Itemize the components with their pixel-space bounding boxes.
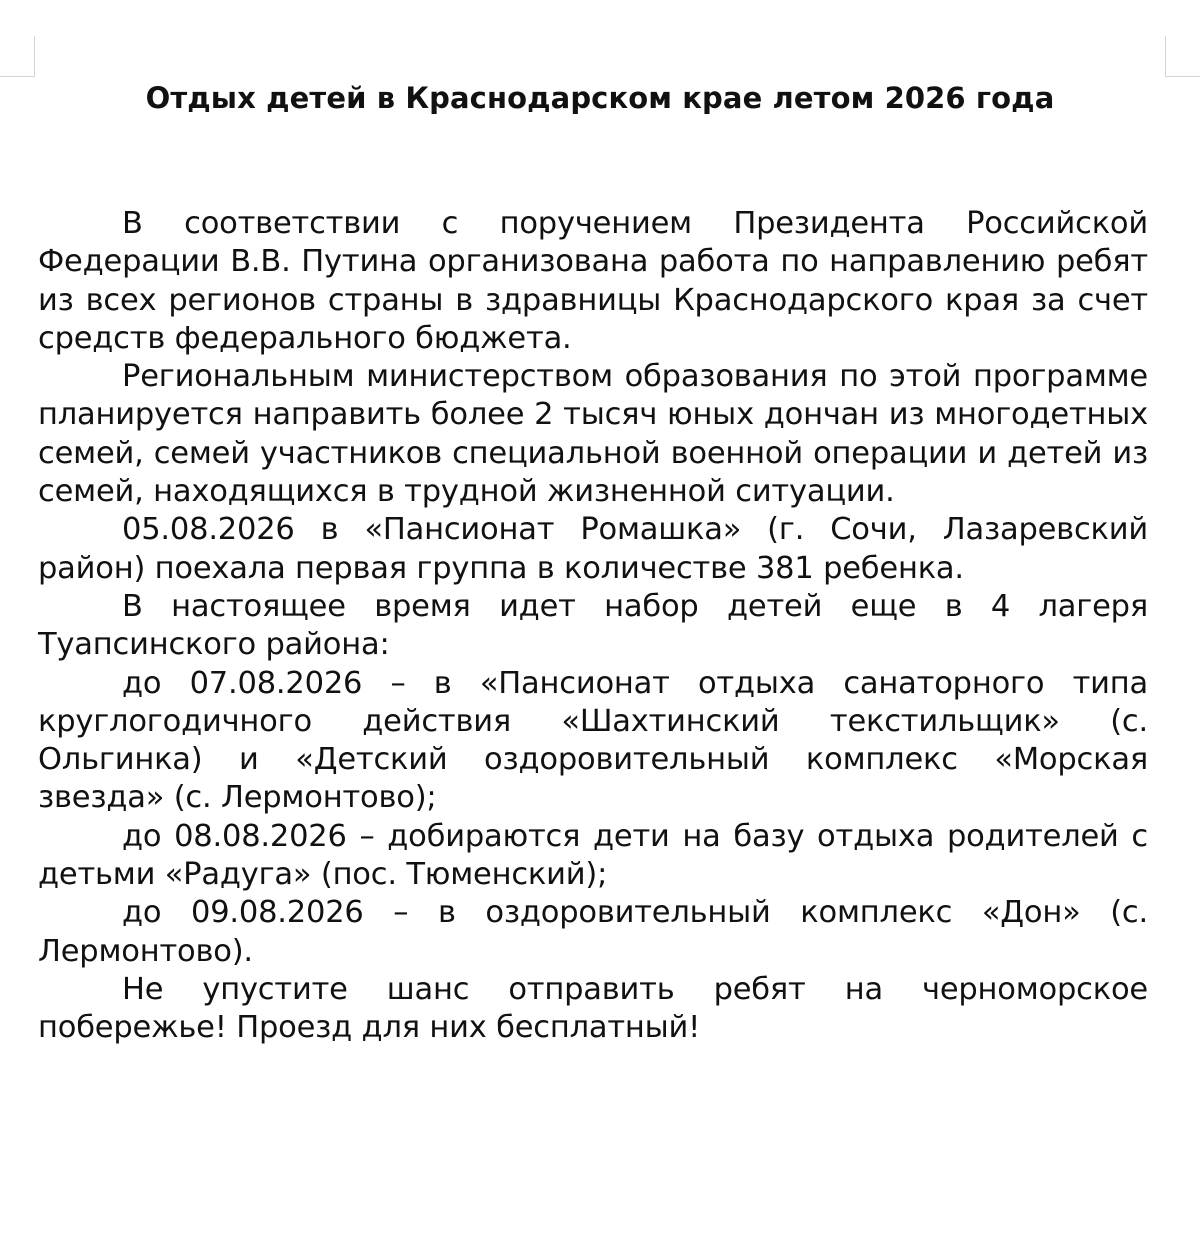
document-body: [38, 205, 1148, 1048]
paragraph-presidential-order: В соответствии с поручением Президента Российской Федерации В.В. Путина организована работа по направлению ребят из всех регионов страны в здравницы Краснодарского края за счет средств федерального бюджета.: [38, 206, 1148, 356]
paragraph-deadline-0708: до 07.08.2026 – в «Пансионат отдыха санаторного типа круглогодичного действия «Шахтинский текстильщик» (с. Ольгинка) и «Детский оздоровительный комплекс «Морская звезда» (с. Лермонтово);: [38, 665, 1148, 816]
paragraph-deadline-0908: до 09.08.2026 – в оздоровительный комплекс «Дон» (с. Лермонтово).: [38, 895, 1148, 969]
document-title: Отдых детей в Краснодарском крае летом 2026 года: [145, 81, 1055, 115]
paragraph-first-group: 05.08.2026 в «Пансионат Ромашка» (г. Сочи, Лазаревский район) поехала первая группа в количестве 381 ребенка.: [38, 512, 1148, 586]
page-corner-mark-top-right: [1165, 36, 1200, 77]
paragraph-call-to-action: Не упустите шанс отправить ребят на черноморское побережье! Проезд для них бесплатный!: [38, 971, 1148, 1046]
paragraph-deadline-0808: до 08.08.2026 – добираются дети на базу отдыха родителей с детьми «Радуга» (пос. Тюменский);: [38, 818, 1148, 893]
paragraph-recruitment: В настоящее время идет набор детей еще в 4 лагеря Туапсинского района:: [38, 588, 1148, 663]
page-corner-mark-top-left: [0, 36, 35, 77]
paragraph-ministry-plan: Региональным министерством образования по этой программе планируется направить более 2 тысяч юных дончан из многодетных семей, семей участников специальной военной операции и детей из семей, находящихся в трудной жизненной ситуации.: [38, 359, 1148, 510]
